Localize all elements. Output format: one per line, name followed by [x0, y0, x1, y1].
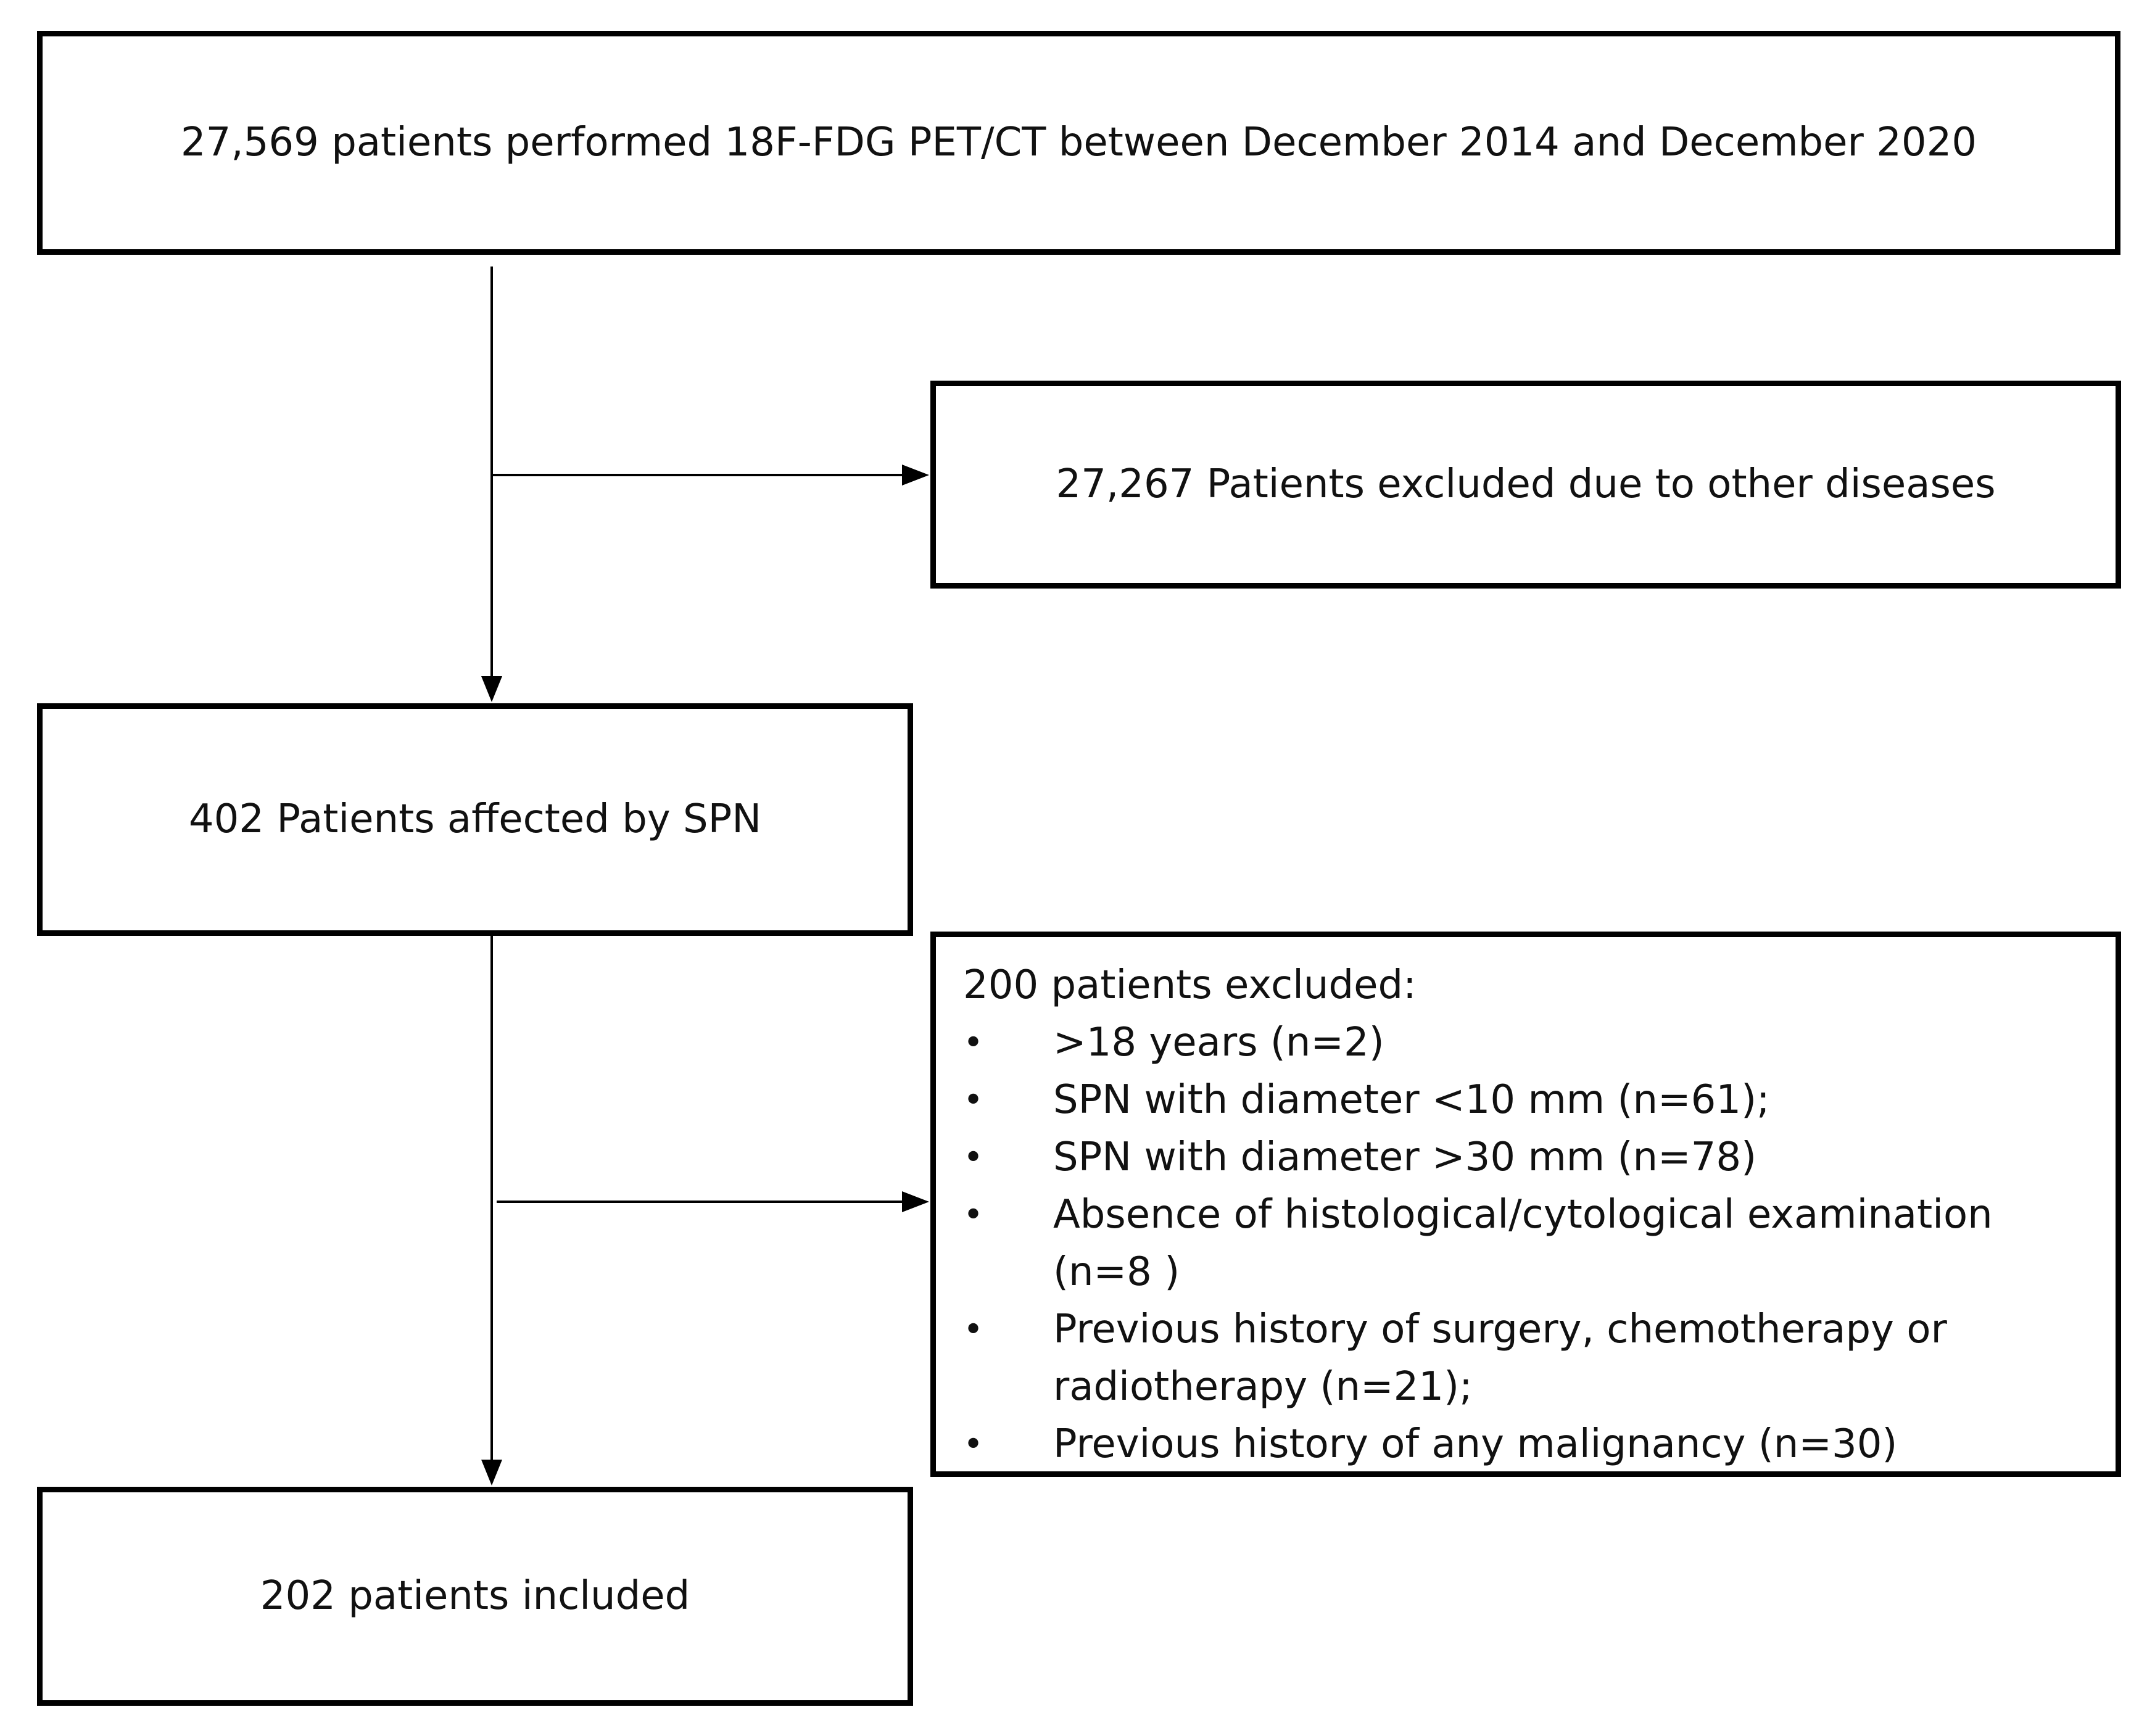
- bullet-icon: •: [963, 1195, 984, 1235]
- list-item: [963, 1129, 2091, 1186]
- list-item: [963, 1416, 2091, 1473]
- exclusion-box-other-diseases-text: 27,267 Patients excluded due to other diseases: [1056, 461, 1996, 508]
- exclusion-criterion-text: Absence of histological/cytological examination (n=8 ): [1053, 1192, 1993, 1295]
- bullet-icon: •: [963, 1138, 984, 1178]
- start-box-text: 27,569 patients performed 18F-FDG PET/CT between December 2014 and December 2020: [180, 120, 1977, 166]
- bullet-icon: •: [963, 1023, 984, 1063]
- exclusion-criteria-list: [963, 1014, 2091, 1473]
- exclusion-criterion-text: >18 years (n=2): [1053, 1020, 1384, 1065]
- spn-patients-box-text: 402 Patients affected by SPN: [188, 796, 762, 843]
- exclusion-criterion-text: SPN with diameter >30 mm (n=78): [1053, 1135, 1757, 1180]
- included-patients-box: [37, 1487, 913, 1706]
- exclusion-criteria-box: [930, 932, 2121, 1477]
- arrowhead-to-exclusion-2: [902, 1191, 929, 1212]
- start-box: [37, 31, 2120, 255]
- arrowhead-to-final: [481, 1460, 502, 1486]
- exclusion-criteria-heading: 200 patients excluded:: [963, 962, 1417, 1008]
- exclusion-criterion-text: Previous history of surgery, chemotherapy or radiotherapy (n=21);: [1053, 1307, 1947, 1410]
- arrowhead-to-exclusion-1: [902, 465, 929, 486]
- exclusion-criterion-text: Previous history of any malignancy (n=30): [1053, 1421, 1898, 1467]
- bullet-icon: •: [963, 1080, 984, 1120]
- exclusion-box-other-diseases: [930, 381, 2121, 589]
- list-item: [963, 1186, 2091, 1301]
- exclusion-criterion-text: SPN with diameter <10 mm (n=61);: [1053, 1077, 1770, 1123]
- spn-patients-box: [37, 703, 913, 936]
- bullet-icon: •: [963, 1424, 984, 1465]
- included-patients-box-text: 202 patients included: [260, 1573, 690, 1619]
- list-item: [963, 1301, 2091, 1416]
- list-item: [963, 1014, 2091, 1072]
- list-item: [963, 1072, 2091, 1129]
- bullet-icon: •: [963, 1310, 984, 1350]
- arrowhead-to-spn: [481, 676, 502, 702]
